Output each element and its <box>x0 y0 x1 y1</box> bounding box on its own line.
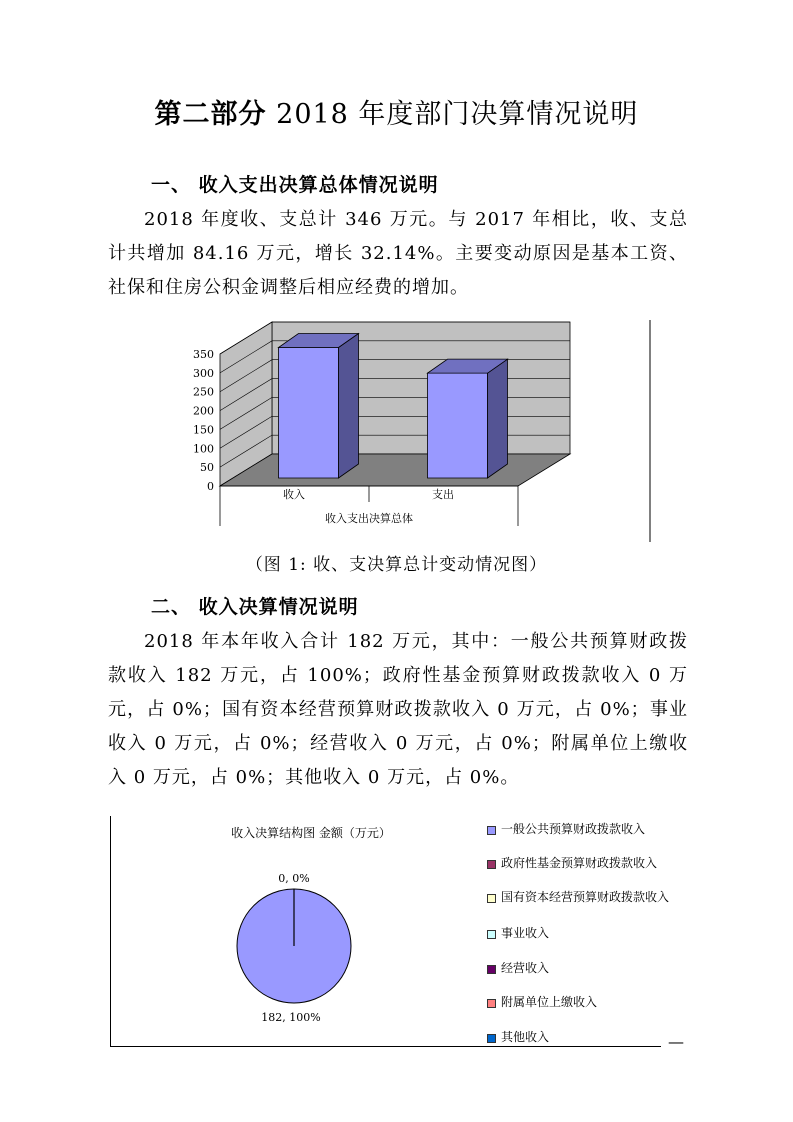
chart1-y-ticks <box>193 348 214 493</box>
y-tick-label: 0 <box>207 480 214 493</box>
title-text: 2018 年度部门决算情况说明 <box>276 99 639 130</box>
y-tick-label: 300 <box>193 366 214 380</box>
y-tick-label: 250 <box>193 385 214 399</box>
section1-paragraph: 2018 年度收、支总计 346 万元。与 2017 年相比，收、支总计共增加 84.16 万元，增长 32.14%。主要变动原因是基本工资、社保和住房公积金调整后相应经费的增加。 <box>108 209 688 298</box>
legend-swatch <box>487 894 496 903</box>
income-expense-bar-chart <box>160 318 660 544</box>
title-part: 第二部分 <box>154 99 267 130</box>
pie-label-zero: 0, 0% <box>278 872 310 885</box>
bar-income-front <box>279 348 339 478</box>
legend-swatch <box>487 930 496 939</box>
y-tick-label: 350 <box>193 348 214 361</box>
legend-label: 国有资本经营预算财政拨款收入 <box>501 890 670 904</box>
chart1-caption: （图 1: 收、支决算总计变动情况图） <box>245 555 548 575</box>
legend-swatch <box>487 860 496 869</box>
pie-plot <box>111 816 481 1046</box>
section2-paragraph: 2018 年本年收入合计 182 万元，其中：一般公共预算财政拨款收入 182 万元，占 100%；政府性基金预算财政拨款收入 0 万元，占 0%；国有资本经营预算财政拨款收入 0 万元，占 0%；事业收入 0 万元，占 0%；经营收入 0 万元，占 0%；附属单位上缴收入 0 万元，占 0%；其他收入 0 万元，占 0%。 <box>108 631 688 788</box>
y-tick-label: 100 <box>193 442 214 456</box>
bar-income <box>279 334 359 478</box>
x-tick-expense: 支出 <box>432 488 454 501</box>
chart1-floor <box>220 454 570 486</box>
legend-swatch <box>487 965 496 974</box>
y-tick-label: 200 <box>193 404 214 418</box>
section1-heading: 一、 收入支出决算总体情况说明 <box>151 174 439 196</box>
pie-title: 收入决算结构图 金额（万元） <box>231 826 391 840</box>
chart1-x-label: 收入支出决算总体 <box>325 512 413 525</box>
y-tick-label: 50 <box>200 461 214 475</box>
pie-label-main: 182, 100% <box>261 1011 321 1024</box>
legend-label: 其他收入 <box>501 1030 550 1044</box>
y-tick-label: 150 <box>193 423 214 437</box>
bar-expense <box>428 359 508 478</box>
legend-label: 经营收入 <box>501 961 550 975</box>
bar-expense-front <box>428 373 488 478</box>
legend-swatch <box>487 1034 496 1043</box>
legend-label: 政府性基金预算财政拨款收入 <box>501 856 658 870</box>
legend-label: 附属单位上缴收入 <box>501 995 598 1009</box>
x-tick-income: 收入 <box>283 488 305 501</box>
bar-income-side <box>339 334 359 478</box>
income-structure-pie-chart <box>110 816 670 1047</box>
legend-label: 事业收入 <box>501 926 550 940</box>
section2-heading: 二、 收入决算情况说明 <box>151 596 359 618</box>
bar-expense-side <box>488 359 508 478</box>
page-mark: — <box>668 1032 684 1051</box>
legend-swatch <box>487 826 496 835</box>
page-title <box>0 92 793 131</box>
legend-swatch <box>487 999 496 1008</box>
legend-label: 一般公共预算财政拨款收入 <box>501 822 646 836</box>
